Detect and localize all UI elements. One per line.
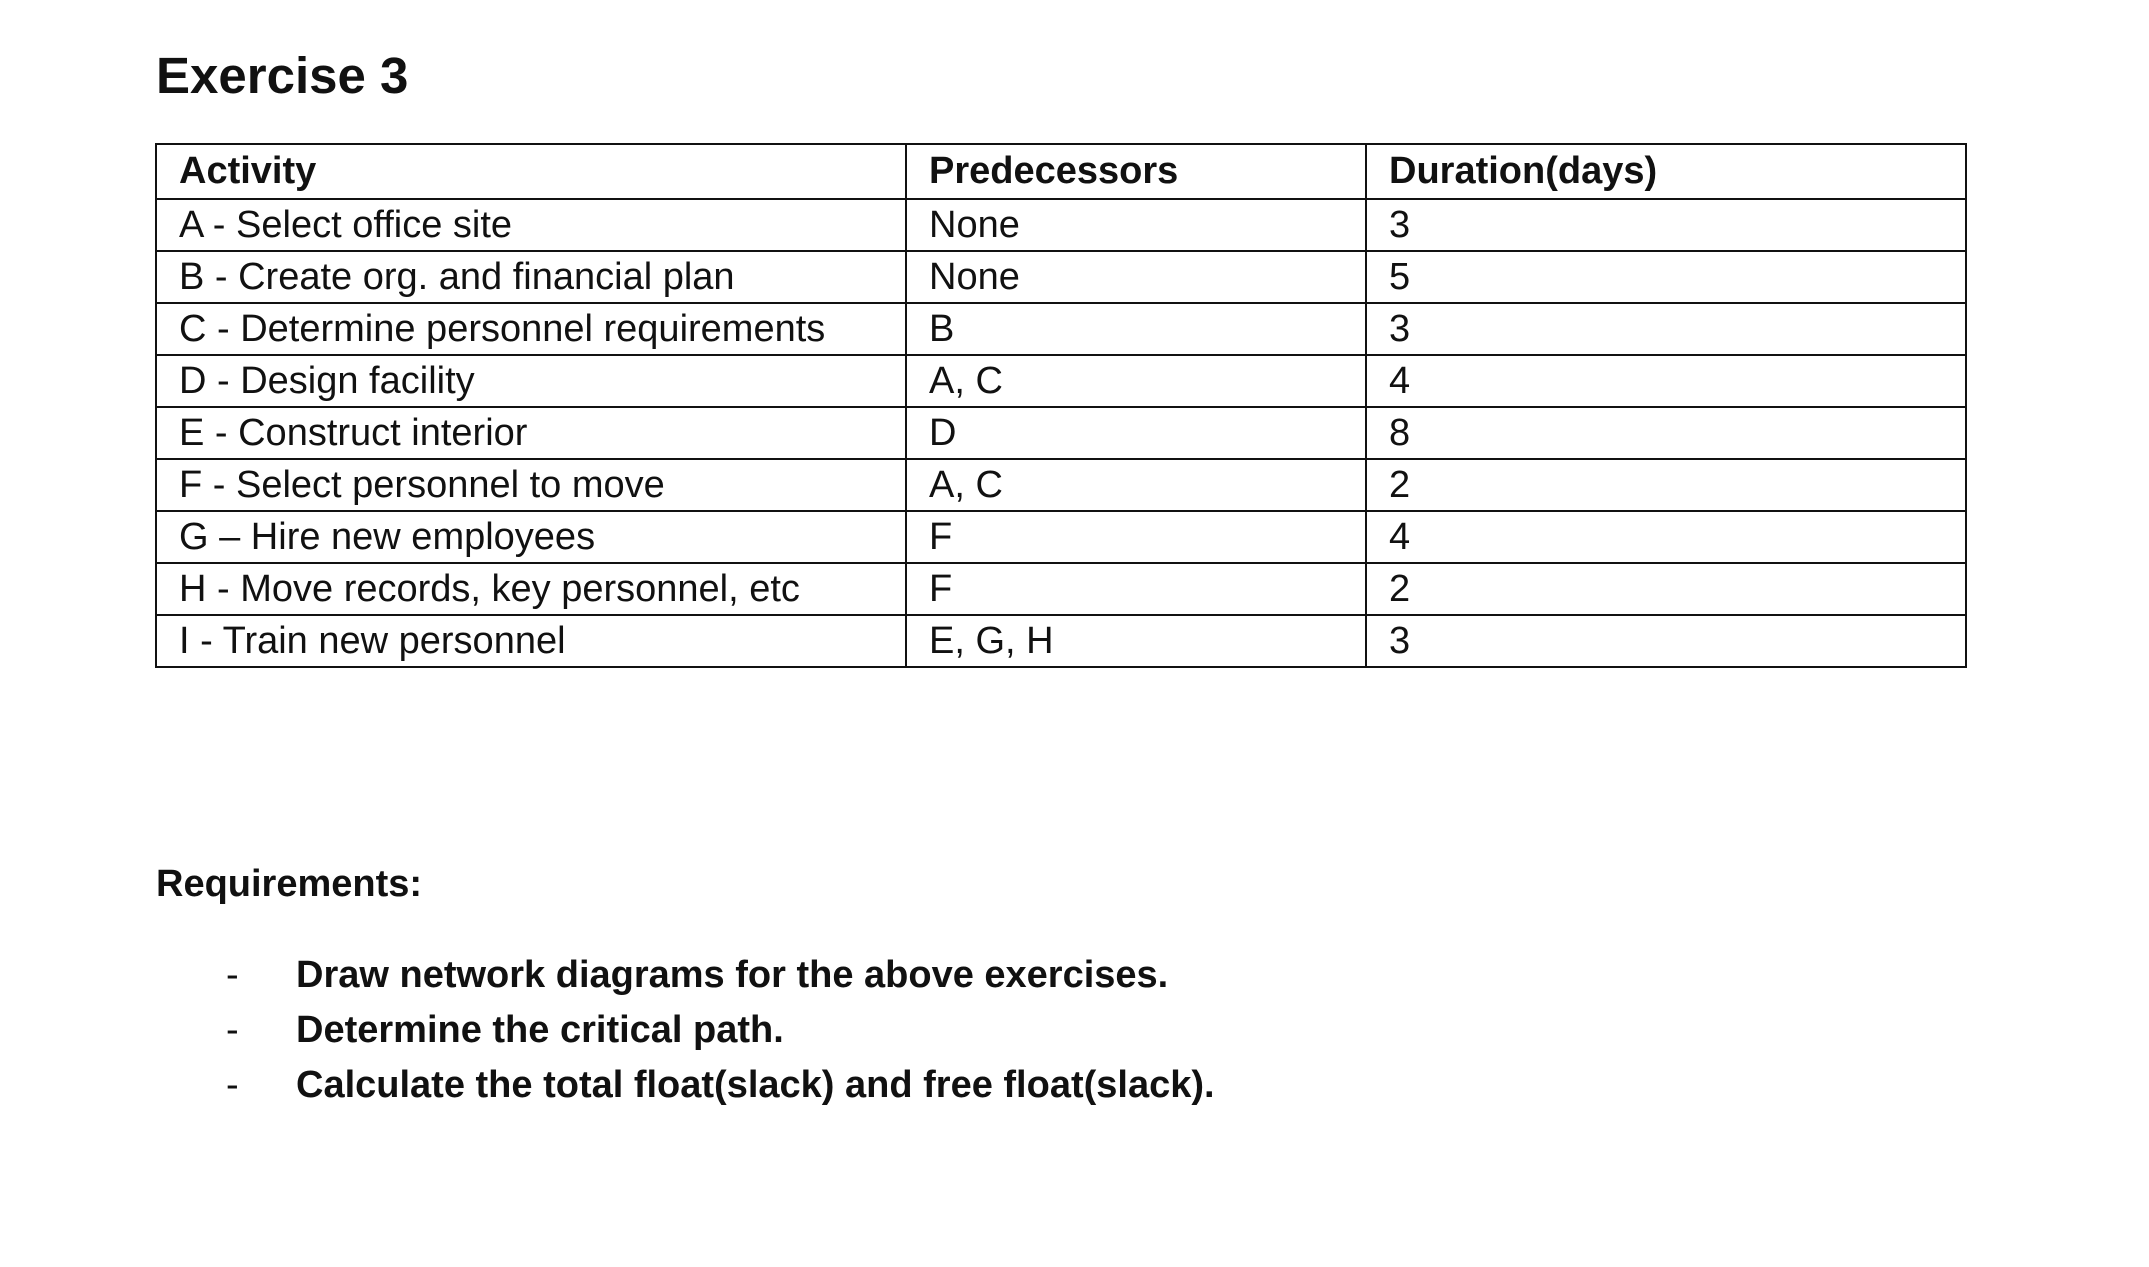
- table-row: [156, 199, 1966, 251]
- bullet-dash: -: [226, 1009, 239, 1051]
- page-title: Exercise 3: [156, 47, 409, 104]
- header-predecessors: Predecessors: [906, 144, 1366, 199]
- activity-cell: F - Select personnel to move: [156, 459, 906, 511]
- table-row: [156, 615, 1966, 667]
- table-row: [156, 511, 1966, 563]
- predecessors-cell: None: [906, 251, 1366, 303]
- duration-cell: 8: [1366, 407, 1966, 459]
- table-row: [156, 459, 1966, 511]
- activity-cell: D - Design facility: [156, 355, 906, 407]
- predecessors-cell: None: [906, 199, 1366, 251]
- predecessors-cell: B: [906, 303, 1366, 355]
- predecessors-cell: F: [906, 511, 1366, 563]
- requirement-text: Calculate the total float(slack) and free float(slack).: [296, 1064, 1215, 1106]
- requirement-text: Draw network diagrams for the above exercises.: [296, 954, 1169, 996]
- activity-table: [155, 143, 1967, 668]
- requirement-text: Determine the critical path.: [296, 1009, 784, 1051]
- activity-cell: H - Move records, key personnel, etc: [156, 563, 906, 615]
- predecessors-cell: E, G, H: [906, 615, 1366, 667]
- activity-cell: B - Create org. and financial plan: [156, 251, 906, 303]
- table-row: [156, 355, 1966, 407]
- predecessors-cell: A, C: [906, 459, 1366, 511]
- duration-cell: 4: [1366, 355, 1966, 407]
- header-activity: Activity: [156, 144, 906, 199]
- header-duration: Duration(days): [1366, 144, 1966, 199]
- table-row: [156, 407, 1966, 459]
- activity-cell: C - Determine personnel requirements: [156, 303, 906, 355]
- duration-cell: 3: [1366, 615, 1966, 667]
- duration-cell: 5: [1366, 251, 1966, 303]
- predecessors-cell: D: [906, 407, 1366, 459]
- activity-cell: G – Hire new employees: [156, 511, 906, 563]
- activity-cell: E - Construct interior: [156, 407, 906, 459]
- duration-cell: 3: [1366, 303, 1966, 355]
- duration-cell: 3: [1366, 199, 1966, 251]
- predecessors-cell: A, C: [906, 355, 1366, 407]
- table-header-row: [156, 144, 1966, 199]
- requirements-heading: Requirements:: [156, 863, 423, 905]
- duration-cell: 4: [1366, 511, 1966, 563]
- bullet-dash: -: [226, 1064, 239, 1106]
- table-row: [156, 251, 1966, 303]
- table-row: [156, 563, 1966, 615]
- table-row: [156, 303, 1966, 355]
- duration-cell: 2: [1366, 563, 1966, 615]
- activity-cell: I - Train new personnel: [156, 615, 906, 667]
- bullet-dash: -: [226, 954, 239, 996]
- duration-cell: 2: [1366, 459, 1966, 511]
- activity-cell: A - Select office site: [156, 199, 906, 251]
- predecessors-cell: F: [906, 563, 1366, 615]
